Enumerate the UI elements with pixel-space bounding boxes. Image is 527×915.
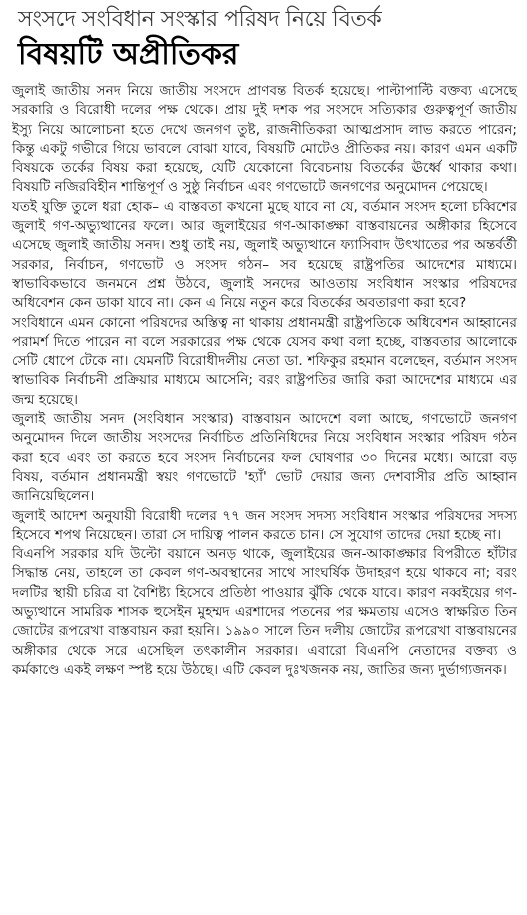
article-paragraph: সংবিধানে এমন কোনো পরিষদের অস্তিত্ব না থাকায় প্রধানমন্ত্রী রাষ্ট্রপতিকে অধিবেশন আহ্বানের পরামর্শ দিতে পারেন না বলে সরকারের পক্ষ থেকে যেসব কথা বলা হচ্ছে, বাস্তবতার আলোকে সেটি ধোপে টেকে না। যেমনটি বিরোধীদলীয় নেতা ডা. শফিকুর রহমান বলেছেন, বর্তমান সংসদ স্বাভাবিক নির্বাচনী প্রক্রিয়ার মাধ্যমে আসেনি; বরং রাষ্ট্রপতির জারি করা আদেশের মাধ্যমে এর জন্ম হয়েছে। xyxy=(12,314,517,408)
article-kicker: সংসদে সংবিধান সংস্কার পরিষদ নিয়ে বিতর্ক xyxy=(18,7,382,32)
article-paragraph: জুলাই জাতীয় সনদ নিয়ে জাতীয় সংসদে প্রাণবন্ত বিতর্ক হয়েছে। পাল্টাপাল্টি বক্তব্য এসেছে সরকারি ও বিরোধী দলের পক্ষ থেকে। প্রায় দুই দশক পর সংসদে সত্যিকার গুরুত্বপূর্ণ জাতীয় ইস্যু নিয়ে আলোচনা হতে দেখে জনগণ তুষ্ট, রাজনীতিকরা আত্মপ্রসাদ লাভ করতে পারেন; কিন্তু একটু গভীরে গিয়ে ভাবলে বোঝা যাবে, বিষয়টি মোটেও প্রীতিকর নয়। কারণ এমন একটি বিষয়কে তর্কের বিষয় করা হয়েছে, যেটি যেকোনো বিবেচনায় বিতর্কের ঊর্ধ্বে থাকার কথা। বিষয়টি নজিরবিহীন শান্তিপূর্ণ ও সুষ্ঠু নির্বাচন এবং গণভোটে জনগণের অনুমোদন পেয়েছে। xyxy=(12,83,517,196)
article-body xyxy=(12,82,517,680)
article-paragraph: বিএনপি সরকার যদি উল্টো বয়ানে অনড় থাকে, জুলাইয়ের জন-আকাঙ্ক্ষার বিপরীতে হাঁটার সিদ্ধান্ত নেয়, তাহলে তা কেবল গণ-অবস্থানের সাথে সাংঘর্ষিক উদাহরণ হয়ে থাকবে না; বরং দলটির স্থায়ী চরিত্র বা বৈশিষ্ট্য হিসেবে প্রতিষ্ঠা পাওয়ার ঝুঁকি থেকে যাবে। কারণ নব্বইয়ের গণ-অভ্যুত্থানে সামরিক শাসক হুসেইন মুহম্মদ এরশাদের পতনের পর ক্ষমতায় এসেও স্বাক্ষরিত তিন জোটের রূপরেখা বাস্তবায়ন করা হয়নি। ১৯৯০ সালে তিন দলীয় জোটের রূপরেখা বাস্তবায়নের অঙ্গীকার থেকে সরে এসেছিল তৎকালীন সরকার। এবারো বিএনপি নেতাদের বক্তব্য ও কর্মকাণ্ডে একই লক্ষণ স্পষ্ট হয়ে উঠছে। এটি কেবল দুঃখজনক নয়, জাতির জন্য দুর্ভাগ্যজনক। xyxy=(12,546,517,678)
article-paragraph: যতই যুক্তি তুলে ধরা হোক– এ বাস্তবতা কখনো মুছে যাবে না যে, বর্তমান সংসদ হলো চব্বিশের জুলাই গণ-অভ্যুত্থানের ফলে। আর জুলাইয়ের গণ-আকাঙ্ক্ষা বাস্তবায়নের অঙ্গীকার হিসেবে এসেছে জুলাই জাতীয় সনদ। শুধু তাই নয়, জুলাই অভ্যুত্থানে ফ্যাসিবাদ উৎখাতের পর অন্তর্বর্তী সরকার, নির্বাচন, গণভোট ও সংসদ গঠন– সব হয়েছে রাষ্ট্রপতির আদেশের মাধ্যমে। স্বাভাবিকভাবে জনমনে প্রশ্ন উঠবে, জুলাই সনদের আওতায় সংবিধান সংস্কার পরিষদের অধিবেশন কেন ডাকা যাবে না। কেন এ নিয়ে নতুন করে বিতর্কের অবতারণা করা হবে? xyxy=(12,198,517,312)
article-paragraph: জুলাই আদেশ অনুযায়ী বিরোধী দলের ৭৭ জন সংসদ সদস্য সংবিধান সংস্কার পরিষদের সদস্য হিসেবে শপথ নিয়েছেন। তারা সে দায়িত্ব পালন করতে চান। সে সুযোগ তাদের দেয়া হচ্ছে না। xyxy=(12,507,517,543)
article-headline: বিষয়টি অপ্রীতিকর xyxy=(18,37,239,72)
article-paragraph: জুলাই জাতীয় সনদ (সংবিধান সংস্কার) বাস্তবায়ন আদেশে বলা আছে, গণভোটে জনগণ অনুমোদন দিলে জাতীয় সংসদের নির্বাচিত প্রতিনিধিদের নিয়ে সংবিধান সংস্কার পরিষদ গঠন করা হবে এবং তা করতে হবে সংসদ নির্বাচনের ফল ঘোষণার ৩০ দিনের মধ্যে। আরো বড় বিষয়, বর্তমান প্রধানমন্ত্রী স্বয়ং গণভোটে 'হ্যাঁ' ভোট দেয়ার জন্য দেশবাসীর প্রতি আহ্বান জানিয়েছিলেন। xyxy=(12,411,517,505)
